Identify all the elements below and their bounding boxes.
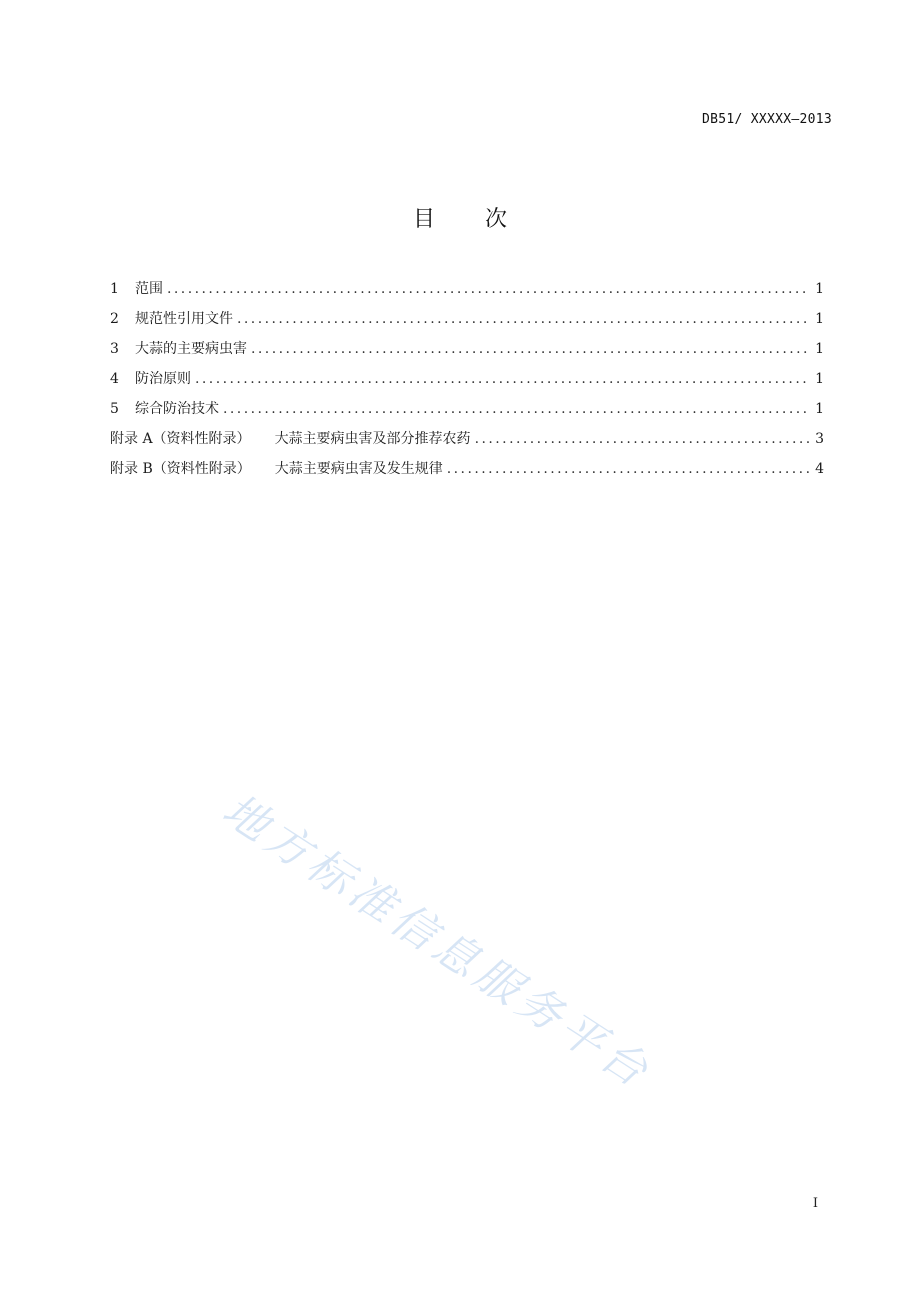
toc-dot-leader [223,398,810,420]
toc-entry-label: 范围 [135,281,163,297]
page-number: I [812,1196,818,1211]
table-of-contents [110,278,824,488]
toc-dot-leader [195,368,810,390]
toc-entry-page: 1 [815,311,824,327]
toc-entry-number: 1 [110,281,119,297]
toc-entry-number: 2 [110,311,119,327]
watermark: 地方标准信息服务平台 [213,784,661,1100]
toc-entry-number: 3 [110,341,119,357]
toc-dot-leader [167,278,810,300]
toc-entry-page: 1 [815,401,824,417]
toc-appendix-tag: 附录 A（资料性附录） [110,431,251,447]
toc-dot-leader [475,428,810,450]
toc-entry-1[interactable] [110,278,824,308]
toc-dot-leader [251,338,810,360]
toc-entry-3[interactable] [110,338,824,368]
toc-entry-number: 4 [110,371,119,387]
toc-entry-2[interactable] [110,308,824,338]
toc-title: 目次 [412,207,557,232]
toc-entry-4[interactable] [110,368,824,398]
toc-entry-5[interactable] [110,398,824,428]
toc-appendix-page: 4 [815,461,824,477]
toc-entry-label: 规范性引用文件 [135,311,233,327]
toc-entry-label: 防治原则 [135,371,191,387]
toc-entry-label: 综合防治技术 [135,401,219,417]
toc-entry-page: 1 [815,281,824,297]
toc-appendix-tag: 附录 B（资料性附录） [110,461,251,477]
toc-dot-leader [237,308,810,330]
toc-appendix-label: 大蒜主要病虫害及部分推荐农药 [274,431,471,447]
toc-entry-page: 1 [815,371,824,387]
toc-entry-page: 1 [815,341,824,357]
toc-dot-leader [447,458,810,480]
toc-entry-label: 大蒜的主要病虫害 [135,341,247,357]
toc-appendix-b[interactable] [110,458,824,488]
document-code: DB51/ XXXXX—2013 [701,112,832,127]
toc-appendix-label: 大蒜主要病虫害及发生规律 [274,461,443,477]
toc-appendix-a[interactable] [110,428,824,458]
toc-appendix-page: 3 [815,431,824,447]
toc-entry-number: 5 [110,401,119,417]
